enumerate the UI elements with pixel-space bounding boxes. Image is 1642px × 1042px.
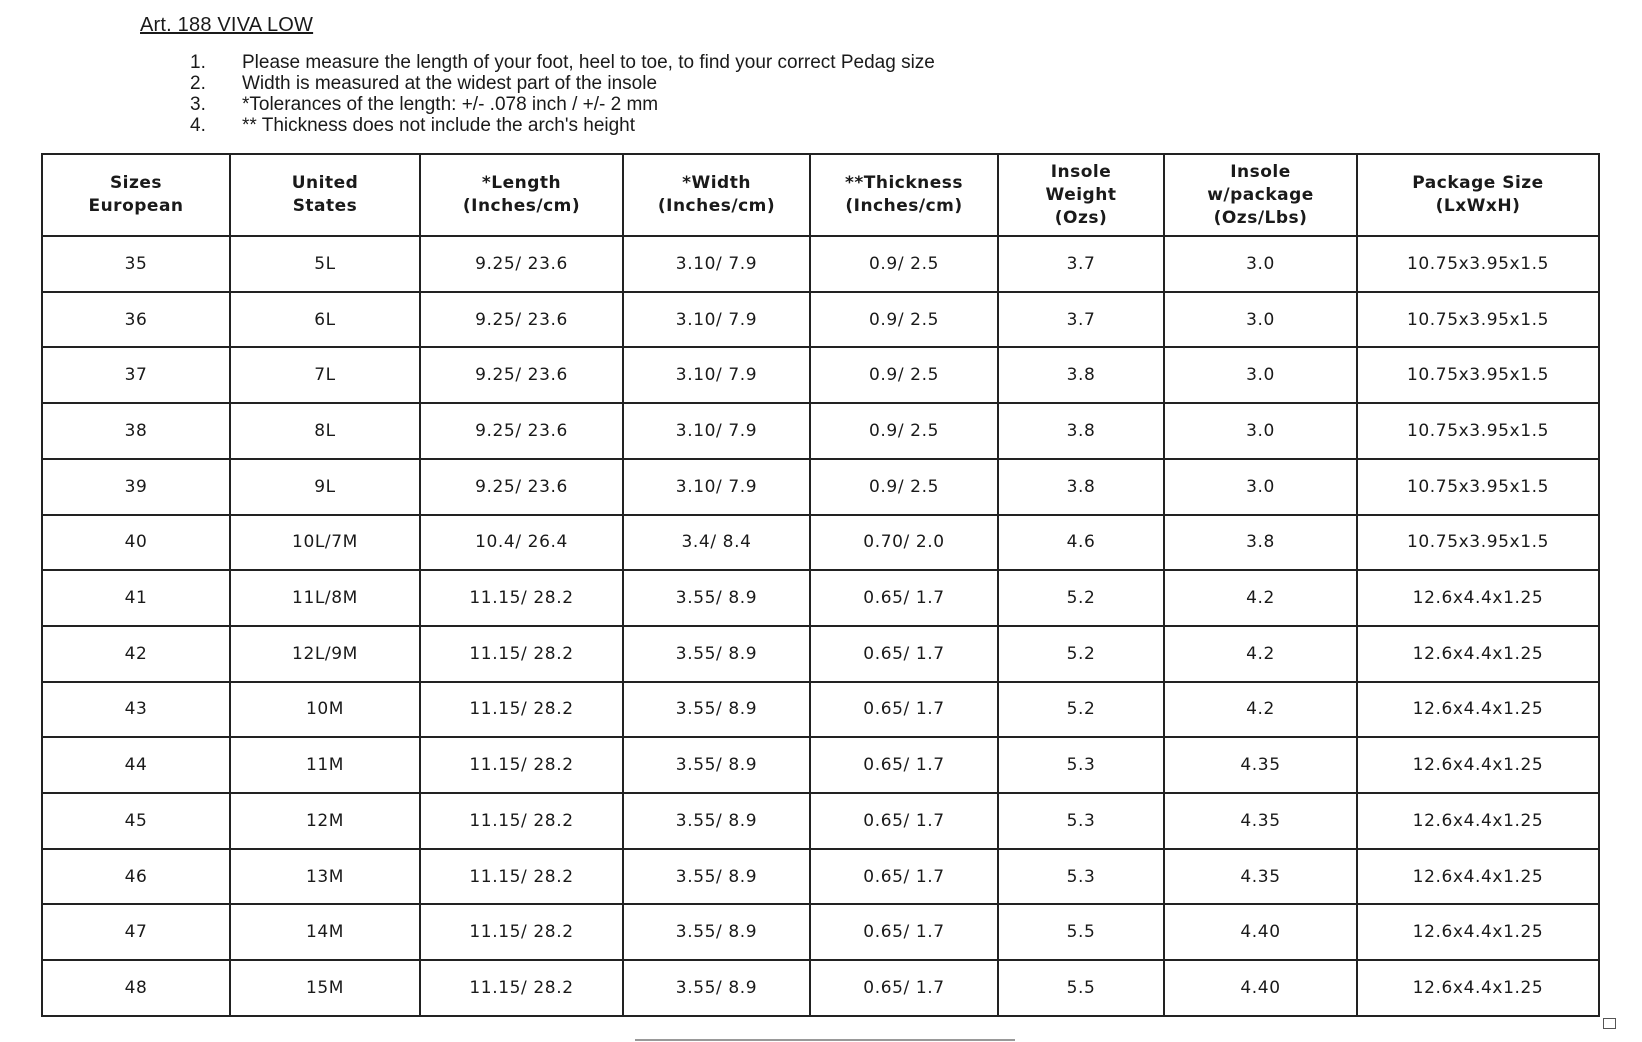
cell-us-size: 13M — [230, 849, 420, 905]
cell-eu-size: 44 — [42, 737, 230, 793]
cell-package-weight: 4.2 — [1164, 682, 1357, 738]
cell-package-weight: 4.40 — [1164, 960, 1357, 1016]
cell-insole-weight: 3.7 — [998, 236, 1164, 292]
cell-length: 11.15/ 28.2 — [420, 626, 623, 682]
cell-package-weight: 3.0 — [1164, 236, 1357, 292]
table-row — [42, 570, 1599, 626]
cell-eu-size: 42 — [42, 626, 230, 682]
table-row — [42, 682, 1599, 738]
cell-eu-size: 39 — [42, 459, 230, 515]
cell-width: 3.55/ 8.9 — [623, 793, 810, 849]
measurement-notes — [190, 52, 935, 136]
cell-eu-size: 38 — [42, 403, 230, 459]
table-header — [42, 154, 1599, 236]
cell-thickness: 0.65/ 1.7 — [810, 960, 998, 1016]
table-row — [42, 626, 1599, 682]
cell-insole-weight: 4.6 — [998, 515, 1164, 571]
cell-insole-weight: 3.8 — [998, 347, 1164, 403]
cell-length: 11.15/ 28.2 — [420, 793, 623, 849]
document-title: Art. 188 VIVA LOW — [140, 14, 314, 36]
cell-width: 3.55/ 8.9 — [623, 737, 810, 793]
cell-package-weight: 3.8 — [1164, 515, 1357, 571]
note-item — [190, 94, 935, 115]
cell-package-weight: 4.35 — [1164, 849, 1357, 905]
size-chart-table — [41, 153, 1600, 1017]
note-item — [190, 115, 935, 136]
table-row — [42, 515, 1599, 571]
cell-us-size: 10M — [230, 682, 420, 738]
cell-package-weight: 3.0 — [1164, 403, 1357, 459]
cell-package-weight: 4.40 — [1164, 904, 1357, 960]
table-row — [42, 737, 1599, 793]
table-row — [42, 849, 1599, 905]
cell-insole-weight: 3.8 — [998, 403, 1164, 459]
cell-eu-size: 35 — [42, 236, 230, 292]
cell-eu-size: 48 — [42, 960, 230, 1016]
cell-insole-weight: 5.2 — [998, 682, 1164, 738]
cell-length: 9.25/ 23.6 — [420, 403, 623, 459]
cell-insole-weight: 5.2 — [998, 570, 1164, 626]
note-text: *Tolerances of the length: +/- .078 inch / +/- 2 mm — [242, 94, 659, 115]
cell-us-size: 12L/9M — [230, 626, 420, 682]
cell-package-weight: 4.2 — [1164, 626, 1357, 682]
table-row — [42, 904, 1599, 960]
cell-length: 11.15/ 28.2 — [420, 682, 623, 738]
note-number: 3. — [190, 94, 206, 115]
header-row — [42, 154, 1599, 236]
cell-us-size: 8L — [230, 403, 420, 459]
cell-insole-weight: 3.8 — [998, 459, 1164, 515]
cell-insole-weight: 5.3 — [998, 793, 1164, 849]
table-row — [42, 403, 1599, 459]
cell-package-size: 10.75x3.95x1.5 — [1357, 515, 1599, 571]
cell-eu-size: 46 — [42, 849, 230, 905]
cell-width: 3.10/ 7.9 — [623, 403, 810, 459]
cell-insole-weight: 5.2 — [998, 626, 1164, 682]
cell-package-weight: 4.2 — [1164, 570, 1357, 626]
cell-thickness: 0.9/ 2.5 — [810, 292, 998, 348]
table-row — [42, 459, 1599, 515]
cell-thickness: 0.9/ 2.5 — [810, 347, 998, 403]
cell-length: 11.15/ 28.2 — [420, 849, 623, 905]
cell-thickness: 0.9/ 2.5 — [810, 403, 998, 459]
column-header-package-size: Package Size (LxWxH) — [1357, 154, 1599, 236]
column-header-thickness: **Thickness (Inches/cm) — [810, 154, 998, 236]
cell-eu-size: 43 — [42, 682, 230, 738]
column-header-us-size: United States — [230, 154, 420, 236]
cell-package-size: 12.6x4.4x1.25 — [1357, 626, 1599, 682]
cell-width: 3.10/ 7.9 — [623, 347, 810, 403]
cell-us-size: 11L/8M — [230, 570, 420, 626]
table-row — [42, 960, 1599, 1016]
cell-package-size: 12.6x4.4x1.25 — [1357, 960, 1599, 1016]
cell-us-size: 10L/7M — [230, 515, 420, 571]
table-row — [42, 292, 1599, 348]
cell-width: 3.55/ 8.9 — [623, 570, 810, 626]
table-row — [42, 236, 1599, 292]
cell-insole-weight: 3.7 — [998, 292, 1164, 348]
cell-package-size: 10.75x3.95x1.5 — [1357, 292, 1599, 348]
column-header-package-weight: Insole w/package (Ozs/Lbs) — [1164, 154, 1357, 236]
cell-thickness: 0.9/ 2.5 — [810, 459, 998, 515]
cell-length: 11.15/ 28.2 — [420, 904, 623, 960]
cell-package-size: 10.75x3.95x1.5 — [1357, 459, 1599, 515]
cell-us-size: 5L — [230, 236, 420, 292]
cell-package-weight: 3.0 — [1164, 347, 1357, 403]
cell-eu-size: 47 — [42, 904, 230, 960]
note-number: 2. — [190, 73, 206, 94]
cell-package-size: 10.75x3.95x1.5 — [1357, 236, 1599, 292]
cell-eu-size: 40 — [42, 515, 230, 571]
cell-length: 9.25/ 23.6 — [420, 236, 623, 292]
cell-us-size: 14M — [230, 904, 420, 960]
cell-us-size: 12M — [230, 793, 420, 849]
cell-thickness: 0.70/ 2.0 — [810, 515, 998, 571]
cell-width: 3.10/ 7.9 — [623, 292, 810, 348]
column-header-eu-size: Sizes European — [42, 154, 230, 236]
note-number: 4. — [190, 115, 206, 136]
cell-length: 11.15/ 28.2 — [420, 960, 623, 1016]
cell-length: 9.25/ 23.6 — [420, 347, 623, 403]
cell-insole-weight: 5.5 — [998, 960, 1164, 1016]
cell-length: 9.25/ 23.6 — [420, 459, 623, 515]
cell-package-weight: 3.0 — [1164, 459, 1357, 515]
table-row — [42, 793, 1599, 849]
cell-length: 10.4/ 26.4 — [420, 515, 623, 571]
cell-package-size: 10.75x3.95x1.5 — [1357, 347, 1599, 403]
note-number: 1. — [190, 52, 206, 73]
cell-eu-size: 45 — [42, 793, 230, 849]
cell-width: 3.10/ 7.9 — [623, 459, 810, 515]
table-body — [42, 236, 1599, 1016]
cell-package-size: 12.6x4.4x1.25 — [1357, 570, 1599, 626]
note-item — [190, 52, 935, 73]
note-text: Width is measured at the widest part of the insole — [242, 73, 658, 94]
cell-thickness: 0.65/ 1.7 — [810, 626, 998, 682]
cell-package-size: 10.75x3.95x1.5 — [1357, 403, 1599, 459]
cell-thickness: 0.65/ 1.7 — [810, 570, 998, 626]
footer-divider — [635, 1039, 1015, 1041]
cell-width: 3.55/ 8.9 — [623, 626, 810, 682]
cell-width: 3.4/ 8.4 — [623, 515, 810, 571]
cell-eu-size: 36 — [42, 292, 230, 348]
cell-thickness: 0.65/ 1.7 — [810, 793, 998, 849]
cell-thickness: 0.9/ 2.5 — [810, 236, 998, 292]
cell-width: 3.55/ 8.9 — [623, 849, 810, 905]
cell-us-size: 11M — [230, 737, 420, 793]
cell-length: 11.15/ 28.2 — [420, 570, 623, 626]
cell-thickness: 0.65/ 1.7 — [810, 737, 998, 793]
cell-width: 3.55/ 8.9 — [623, 960, 810, 1016]
cell-package-size: 12.6x4.4x1.25 — [1357, 904, 1599, 960]
cell-package-size: 12.6x4.4x1.25 — [1357, 682, 1599, 738]
column-header-length: *Length (Inches/cm) — [420, 154, 623, 236]
cell-package-weight: 3.0 — [1164, 292, 1357, 348]
note-text: Please measure the length of your foot, heel to toe, to find your correct Pedag size — [242, 52, 935, 73]
cell-us-size: 15M — [230, 960, 420, 1016]
cell-package-weight: 4.35 — [1164, 737, 1357, 793]
cell-width: 3.55/ 8.9 — [623, 682, 810, 738]
cell-eu-size: 41 — [42, 570, 230, 626]
cell-us-size: 9L — [230, 459, 420, 515]
cell-insole-weight: 5.3 — [998, 737, 1164, 793]
cell-insole-weight: 5.5 — [998, 904, 1164, 960]
cell-package-weight: 4.35 — [1164, 793, 1357, 849]
cell-package-size: 12.6x4.4x1.25 — [1357, 793, 1599, 849]
cell-eu-size: 37 — [42, 347, 230, 403]
cell-package-size: 12.6x4.4x1.25 — [1357, 849, 1599, 905]
cell-width: 3.10/ 7.9 — [623, 236, 810, 292]
table-row — [42, 347, 1599, 403]
column-header-insole-weight: Insole Weight (Ozs) — [998, 154, 1164, 236]
cell-length: 9.25/ 23.6 — [420, 292, 623, 348]
cell-length: 11.15/ 28.2 — [420, 737, 623, 793]
cell-width: 3.55/ 8.9 — [623, 904, 810, 960]
note-item — [190, 73, 935, 94]
cell-thickness: 0.65/ 1.7 — [810, 682, 998, 738]
page-corner-marker — [1603, 1018, 1616, 1029]
note-text: ** Thickness does not include the arch's height — [242, 115, 636, 136]
cell-us-size: 6L — [230, 292, 420, 348]
column-header-width: *Width (Inches/cm) — [623, 154, 810, 236]
cell-us-size: 7L — [230, 347, 420, 403]
cell-thickness: 0.65/ 1.7 — [810, 904, 998, 960]
cell-thickness: 0.65/ 1.7 — [810, 849, 998, 905]
cell-insole-weight: 5.3 — [998, 849, 1164, 905]
cell-package-size: 12.6x4.4x1.25 — [1357, 737, 1599, 793]
